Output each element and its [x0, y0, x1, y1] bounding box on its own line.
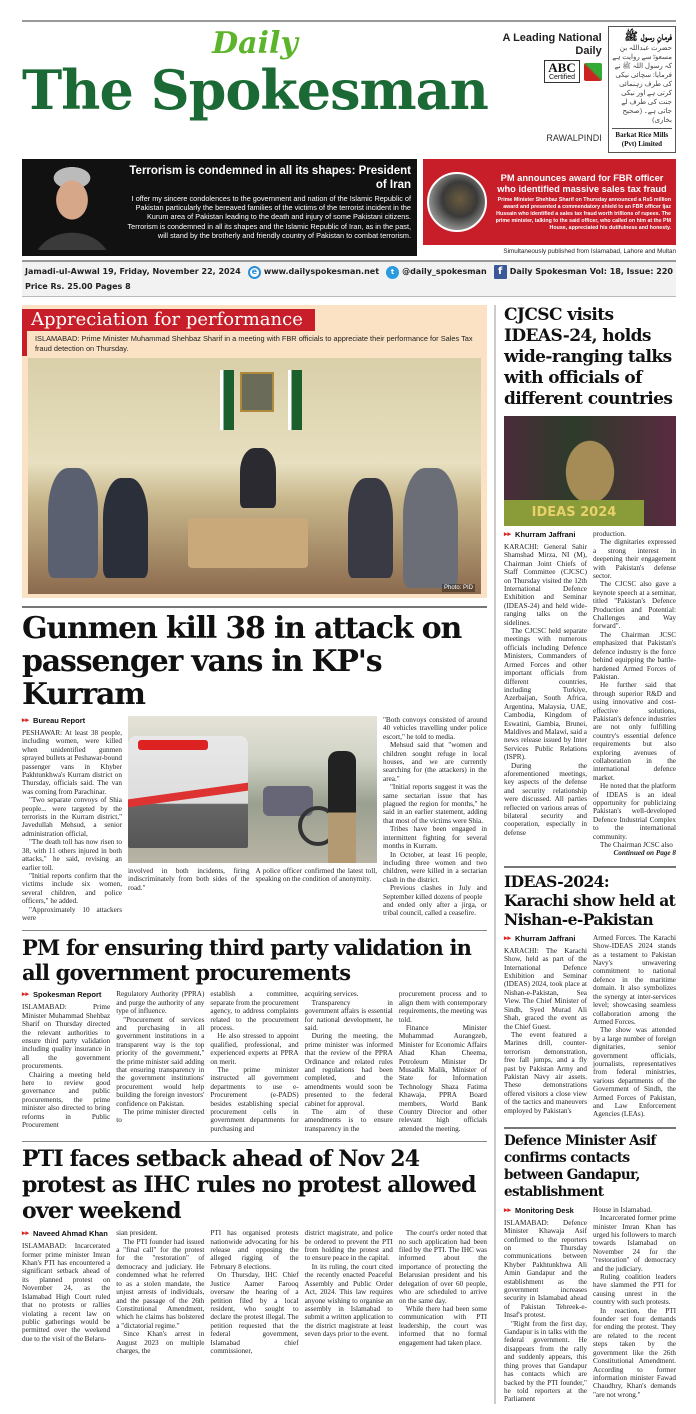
- abc-sub: Certified: [548, 74, 576, 81]
- defence-story: [504, 1133, 676, 1404]
- byline-arrow-icon: ▸▸: [504, 531, 512, 538]
- procurement-byline: [22, 990, 110, 1000]
- cjcsc-columns: [504, 530, 676, 858]
- gunmen-col3: [256, 867, 378, 884]
- paragraph: "Procurement of services and purchasing in all government institutions in a transparent way is the top priority of the government," the prime minister said adding that ensuring transparency in the government institutions' procurement would help building the foreign investors' confidence on Pakistan.: [116, 1015, 205, 1108]
- paragraph: The prime minister directed to: [116, 1108, 205, 1125]
- paragraph: involved in both incidents, firing indiscriminately from both sides of the road.": [128, 867, 250, 892]
- photo-credit: Photo: PID: [443, 585, 473, 591]
- gunmen-col1-wrap: [22, 716, 122, 922]
- paragraph: During the aforementioned meetings, key aspects of the defense and security relationship were discussed. All parties reflected on various areas of bilateral security and cooperation, especially in defense: [504, 761, 587, 837]
- paragraph: The CJCSC also gave a keynote speech at a seminar, titled "Pakistan's Defence Production and Potential: Challenges and Way forward".: [593, 580, 676, 631]
- price-wrap: [25, 281, 131, 293]
- official-figure: [103, 478, 148, 578]
- flag-right: [288, 370, 302, 430]
- paragraph: production.: [593, 530, 626, 538]
- paragraph: KARACHI: The Karachi Show, held as part of the International Defence Exhibition and Seminar (IDEAS) 2024, took place at Nishan-e-Pakistan, Sea View. The Chief Minister of Sindh, Syed Murad Ali Shah, graced the event as the Chief Guest.: [504, 946, 587, 1031]
- paragraph: The prime minister instructed all government departments to use e-Procurement (e-PADS) besides establishing special procurement cells in government departments for purchasing and: [210, 1066, 299, 1133]
- fbr-banner-wrap: [423, 159, 676, 256]
- paragraph: House in Islamabad.: [593, 1205, 652, 1214]
- pti-author: Naveed Ahmad Khan: [33, 1229, 108, 1239]
- masthead-logo: [22, 26, 488, 120]
- ideas-story: [504, 872, 676, 1119]
- gunmen-author: Bureau Report: [33, 716, 86, 725]
- cjcsc-byline: [504, 530, 587, 540]
- pti-col1-wrap: [22, 1229, 110, 1343]
- ambulance-light: [138, 740, 208, 750]
- paragraph: ISLAMABAD: Incarcerated former prime minister Imran Khan's PTI has encountered a significant setback ahead of its planned protest on November 24, as the Islamabad High Court ruled that no protests or rallies violating a recent law on public gatherings would be permitted over the weekend due to the visit of the Belaru-: [22, 1242, 111, 1343]
- hadith-heading: فرمانِ رسول ﷺ: [624, 31, 672, 43]
- cjcsc-headline[interactable]: CJCSC visits IDEAS-24, holds wide-ranging talks with officials of different countries: [504, 305, 673, 409]
- pm-figure: [240, 448, 276, 508]
- cjcsc-col2: [593, 530, 676, 858]
- edition-city: RAWALPINDI: [546, 133, 602, 143]
- gunmen-headline[interactable]: Gunmen kill 38 in attack on passenger vans in KP's Kurram: [22, 611, 462, 712]
- top-banners: [22, 159, 676, 256]
- ideas-podium: IDEAS 2024: [504, 500, 644, 526]
- paragraph: He noted that the platform of IDEAS is an ideal opportunity for publicizing Pakistan's well-developed Defence Industrial Complex to the international community.: [593, 782, 676, 841]
- hadith-box: [608, 26, 676, 153]
- section-rule: [22, 606, 487, 608]
- dateline-bar: [22, 260, 676, 297]
- paragraph: Previous clashes in July and September killed dozens of people: [383, 884, 487, 901]
- paragraph: "Two separate convoys of Shia people... were targeted by the terrorists in the Kurram district," Javedullah Mehsud, a senior administration official,: [22, 796, 122, 838]
- paragraph: Mehsud said that "women and children sought refuge in local houses, and we are currently searching for (the attackers) in the area.": [383, 741, 487, 783]
- paragraph: Tribes have been engaged in intermittent fighting for several months in Kurram.: [383, 825, 487, 851]
- twitter-handle[interactable]: @daily_spokesman: [402, 267, 487, 276]
- masthead-info: [494, 26, 602, 143]
- paragraph: PESHAWAR: At least 38 people, including women, were killed when unidentified gunmen sprayed bullets at Peshawar-bound passenger vans in Khyber Pakhtunkhwa's Kurram district on Thursday, officials said. The van was coming from Parachinar.: [22, 729, 122, 796]
- paragraph: "Initial reports suggest it was the same sectarian issue that has plagued the region for months," he said in an earlier statement, adding that most of the victims were Shia.: [383, 783, 487, 825]
- ideas-columns: [504, 934, 676, 1119]
- paragraph: acquiring services.: [304, 990, 359, 999]
- pti-story: [22, 1146, 487, 1355]
- simultaneous-publication: Simultaneously published from Islamabad, Lahore and Multan: [503, 248, 676, 255]
- section-rule: [504, 866, 676, 868]
- continued-link[interactable]: Continued on Page 8: [613, 849, 676, 858]
- pti-col3: [210, 1229, 298, 1355]
- issue-date: Jamadi-ul-Awwal 19, Friday, November 22, 2024: [25, 267, 241, 276]
- paragraph: The court's order noted that no such application had been filed by the PTI. The IHC was informed about the importance of protecting the Belarusian president and his delegation of over 60 people, who are scheduled to arrive on the same day.: [398, 1229, 488, 1305]
- ideas-headline[interactable]: IDEAS-2024: Karachi show held at Nishan-e-Pakistan: [504, 871, 676, 929]
- fbr-banner-body: [491, 169, 676, 236]
- police-officer: [328, 751, 356, 863]
- twitter-icon: t: [386, 266, 399, 279]
- masthead-daily: Daily: [212, 26, 298, 61]
- dateline-date-wrap: [25, 266, 241, 278]
- ideas-col1-wrap: [504, 934, 587, 1115]
- paragraph: A police officer confirmed the latest toll, speaking on the condition of anonymity.: [255, 867, 377, 884]
- feature-meeting-photo[interactable]: [28, 358, 481, 594]
- paragraph: Chairing a meeting held here to review good governance and public procurements, the prime minister also directed to bring reforms in Public Procurement: [22, 1070, 111, 1130]
- browser-icon: e: [248, 266, 261, 279]
- byline-arrow-icon: ▸▸: [504, 1206, 512, 1214]
- gunmen-under-photo: [128, 867, 377, 892]
- procurement-col3: [210, 990, 298, 1133]
- ambulance-stripe: [128, 783, 248, 808]
- pti-columns: [22, 1229, 487, 1355]
- paragraph: The PTI founder had issued a "final call" for the protest for the "restoration" of democracy and judiciary. He condemned what he referred to as a stolen mandate, the unjust arrests of individuals, and the passage of the 26th Constitutional Amendment, which he claims has bolstered a "dictatorial regime.": [116, 1237, 205, 1330]
- ideas-byline: [504, 934, 587, 944]
- paragraph: sian president.: [116, 1229, 158, 1238]
- paragraph: The event featured a Marines drill, counter-terrorism demonstration, free fall jumps, and a fly past by Pakistan Army and Pakistan Navy air assets. These demonstrations offered visitors a close view of the tactics and maneuvers employed by Pakistan's: [504, 1030, 587, 1115]
- section-rule: [504, 1127, 676, 1129]
- pti-col1: [22, 1242, 110, 1343]
- procurement-col2: [116, 990, 204, 1125]
- byline-arrow-icon: ▸▸: [22, 991, 30, 999]
- website-link[interactable]: www.dailyspokesman.net: [263, 267, 380, 276]
- paragraph: In reaction, the PTI founder set four demands for ending the protest. They are related to the recent steps taken by the government like the 26th Constitutional Amendment. According to former information minister Fawad Chaudhry, Khan's demands "are not wrong.": [593, 1306, 676, 1399]
- defence-col2: [593, 1206, 676, 1399]
- paragraph: "Both convoys consisted of around 40 vehicles travelling under police escort," he told to media.: [383, 716, 487, 741]
- paragraph: "Initial reports confirm that the victims include six women, several children, and police officers," he added.: [22, 871, 122, 906]
- paragraph: In its ruling, the court cited the recently enacted Peaceful Assembly and Public Order Act, 2024. This law requires anyone wishing to organise an assembly in Islamabad to submit a written application to the district magistrate at least seven days prior to the event.: [304, 1262, 393, 1339]
- volume-wrap: [494, 265, 673, 279]
- paragraph: Transparency in government affairs is essential for national development, he said.: [304, 998, 393, 1032]
- defence-headline[interactable]: Defence Minister Asif confirms contacts between Gandapur, establishment: [504, 1132, 656, 1200]
- paragraph: The show was attended by a large number of foreign dignitaries, senior government officials, journalists, representatives from federal ministries, various departments of the Government of Sindh, the Armed Forces of Pakistan, and Law Enforcement Agencies (LEAs).: [593, 1026, 676, 1119]
- twitter-wrap: [386, 266, 487, 279]
- right-column: [494, 305, 676, 1404]
- gunmen-middle: [128, 716, 377, 892]
- facebook-icon[interactable]: f: [494, 265, 507, 279]
- top-rule: [22, 20, 676, 22]
- byline-arrow-icon: ▸▸: [504, 934, 512, 942]
- official-figure: [403, 468, 458, 588]
- masthead: [22, 26, 676, 153]
- flag-left: [220, 370, 234, 430]
- procurement-col4: [305, 990, 393, 1133]
- paragraph: and ended only after a jirga, or tribal council, called a ceasefire.: [383, 900, 487, 918]
- paragraph: KARACHI: General Sahir Shamshad Mirza, NI (M), Chairman Joint Chiefs of Staff Committee (CJCSC) on Thursday visited the 12th International Defence Exhibition and Seminar (IDEAS-24) and held wide-ranging talks on the sidelines.: [504, 543, 587, 627]
- defence-columns: [504, 1206, 676, 1404]
- feature-caption: ISLAMABAD: Prime Minister Muhammad Shehbaz Sharif in a meeting with FBR officials to appreciate their performance for Sales Tax fraud detection on Thursday.: [22, 331, 487, 356]
- abc-row: [494, 60, 602, 83]
- gunmen-byline: [22, 716, 122, 726]
- paragraph: Incarcerated former prime minister Imran Khan has urged his followers to march towards Islamabad on November 24 for the "restoration" of democracy and the judiciary.: [593, 1214, 676, 1273]
- pti-byline: [22, 1229, 110, 1239]
- masthead-title: The Spokesman: [22, 58, 488, 122]
- fbr-award-photo: [427, 172, 487, 232]
- paragraph: Ruling coalition leaders have slammed the PTI for causing unrest in the country with such protests.: [593, 1273, 676, 1307]
- hadith-text: حضرت عبداللہ بن مسعودؓ سے روایت ہے کہ رسول اللہ ﷺ نے فرمایا: سچائی نیکی کی طرف رہنمائی کرتی ہے اور نیکی جنت کی طرف لے جاتی ہے۔ (صحیح بخاری): [612, 44, 672, 124]
- price-pages: Price Rs. 25.00 Pages 8: [25, 282, 131, 291]
- paragraph: PTI has organised protests nationwide advocating for his release and opposing the alleged rigging of the February 8 elections.: [210, 1229, 299, 1271]
- procurement-col1: [22, 1003, 110, 1129]
- paragraph: Armed Forces. The Karachi Show-IDEAS 2024 stands as a testament to Pakistan Navy's unwavering commitment to national defence in the maritime domain. It also symbolizes the synergy at inter-services level; showcasing seamless collaboration among the Armed Forces.: [593, 933, 676, 1026]
- ideas-col1: [504, 947, 587, 1115]
- official-figure: [348, 478, 393, 578]
- paragraph: Finance Minister Muhammad Aurangzeb, Minister for Economic Affairs Ahad Khan Cheema, Petroleum Minister Dr Musadik Malik, Minister of State for Information Technology Shaza Fatima Khawaja, PPRA Board members, World Bank Country Director and other relevant high officials attended the meeting.: [398, 1023, 488, 1133]
- iran-banner-body: [124, 164, 411, 250]
- fbr-award-banner: [423, 159, 676, 245]
- official-figure: [48, 468, 98, 578]
- paragraph: The dignitaries expressed a strong interest in deepening their engagement with Pakistan's defense sector.: [593, 538, 676, 581]
- abc-label: ABC: [548, 60, 576, 75]
- portrait-frame: [240, 372, 274, 412]
- abc-logo-icon: [584, 63, 602, 81]
- feature-title: Appreciation for performance: [22, 309, 315, 331]
- paragraph: Regulatory Authority (PPRA) and purge the authority of any type of influence.: [116, 990, 205, 1016]
- paragraph: The aim of these amendments is to ensure transparency in the: [304, 1108, 393, 1133]
- paragraph: "Right from the first day, Gandapur is in talks with the federal government. He disappears from the rally and suddenly appears, this thing proves that Gandapur has contacts which are backed by the PTI founder," he told reporters at the Parliament: [504, 1319, 587, 1404]
- paragraph: procurement process and to align them with contemporary requirements, the meeting was told.: [398, 990, 488, 1024]
- pti-col2: [116, 1229, 204, 1355]
- paragraph: In October, at least 16 people, including three women and two children, were killed in a sectarian clash in the district.: [383, 850, 487, 884]
- left-column: [22, 305, 487, 1355]
- fbr-banner-headline[interactable]: PM announces award for FBR officer who identified massive sales tax fraud: [497, 172, 667, 194]
- procurement-story: [22, 935, 487, 1133]
- procurement-author: Spokesman Report: [33, 990, 102, 1000]
- byline-arrow-icon: ▸▸: [22, 717, 30, 724]
- cjcsc-story: [504, 305, 676, 858]
- feature-photo-box: [22, 305, 487, 598]
- cjcsc-col1-wrap: [504, 530, 587, 837]
- gunmen-grid: [22, 716, 487, 922]
- gunmen-col4: [383, 716, 487, 918]
- byline-arrow-icon: ▸▸: [22, 1230, 30, 1238]
- paragraph: He further said that through superior R&D and using innovative and cost-effective solutions, Pakistan's defence industries are not only fulfilling country's essential defence requirements but also exploring avenues of collaboration in the international defence market.: [593, 681, 676, 782]
- paragraph: ISLAMABAD: Prime Minister Muhammad Shehbaz Sharif on Thursday directed the relevant authorities to ensure third party validation including quality insurance in all the government procurements.: [22, 1003, 111, 1071]
- iran-president-banner: [22, 159, 417, 256]
- defence-col1-wrap: [504, 1206, 587, 1404]
- gunmen-col2: [128, 867, 250, 892]
- pti-col4: [305, 1229, 393, 1338]
- kurram-attack-photo[interactable]: [128, 716, 377, 863]
- paragraph: ISLAMABAD: Defence Minister Khawaja Asif confirmed to the reporters on Thursday communications between Khyber Pakhtunkhwa Ali Amin Gandapur and the establishment as the government increases security in Islamabad ahead of Pakistan Tehreek-e-Insaf's protest.: [504, 1218, 587, 1320]
- procurement-headline[interactable]: PM for ensuring third party validation in all government procurements: [22, 935, 472, 986]
- cjcsc-col1: [504, 543, 587, 837]
- iran-banner-headline[interactable]: Terrorism is condemned in all its shapes: President of Iran: [129, 165, 411, 191]
- paragraph: district magistrate, and police be ordered to prevent the PTI from holding the protest and to ensure peace in the capital.: [304, 1229, 393, 1263]
- cjcsc-photo[interactable]: [504, 416, 676, 526]
- table: [188, 518, 308, 568]
- paragraph: He also stressed to appoint qualified, professional, and experienced experts at PPRA on merit.: [210, 1032, 299, 1066]
- paragraph: "The death toll has now risen to 38, with 11 others injured in both attacks," he said, revising an earlier toll.: [22, 838, 122, 872]
- ideas-author: Khurram Jaffrani: [515, 933, 576, 943]
- main-content: [22, 305, 676, 1404]
- website-link-wrap: [248, 266, 379, 279]
- fbr-banner-text: Prime Minister Shehbaz Sharif on Thursday announced a Rs5 million award and presented a commendatory shield to an FBR officer Ijaz Hussain who identified a sales tax fraud worth trillions of rupees. The prime minister, talking to the said officer, who called on him at the PM House, appreciated his dutifulness and honesty.: [495, 196, 671, 231]
- procurement-columns: [22, 990, 487, 1133]
- ambulance: [128, 736, 248, 848]
- procurement-col5: [399, 990, 487, 1133]
- paragraph: The Chairman JCSC also: [600, 841, 673, 850]
- tagline: A Leading National Daily: [502, 32, 602, 57]
- iran-president-photo: [22, 164, 118, 250]
- ideas-col2: [593, 934, 676, 1119]
- defence-author: Monitoring Desk: [515, 1205, 574, 1215]
- paragraph: While there had been some communication with PTI leadership, the court was informed that no formal engagement had taken place.: [398, 1304, 488, 1347]
- gunmen-col1: [22, 729, 122, 922]
- defence-byline: [504, 1206, 587, 1216]
- paragraph: Since Khan's arrest in August 2023 on multiple charges, the: [116, 1330, 205, 1355]
- paragraph: During the meeting, the prime minister was informed that the review of the PPRA Ordinance and related rules and regulations had been completed, and the amendments would soon be presented to the federal cabinet for approval.: [304, 1032, 393, 1108]
- hadith-sponsor: Barkat Rice Mills (Pvt) Limited: [612, 128, 672, 149]
- paragraph: The CJCSC held separate meetings with numerous officials including Defence Ministers, Commanders of Armed Forces and other important officials from different countries, including Turkiye, Azerbaijan, South Africa, Argentina, Malaysia, UAE, Cambodia, Kingdom of Eswatini, Gambia, Brunei, Maldives and Malawi, said a news release issued by Inter Services Public Relations (ISPR).: [504, 627, 587, 762]
- paragraph: The Chairman JCSC emphasized that Pakistan's defence industry is the force behind equipping the battle-hardened Armed Forces of Pakistan.: [593, 630, 676, 681]
- cjcsc-author: Khurram Jaffrani: [515, 530, 576, 539]
- gunmen-story: [22, 612, 487, 922]
- defence-col1: [504, 1219, 587, 1404]
- section-rule: [22, 930, 487, 931]
- paragraph: "Approximately 10 attackers were: [22, 905, 122, 922]
- pti-headline[interactable]: PTI faces setback ahead of Nov 24 protest as IHC rules no protest allowed over weekend: [22, 1146, 476, 1225]
- paragraph: establish a committee, separate from the procurement agency, to address complaints related to the procurement process.: [210, 990, 299, 1032]
- procurement-col1-wrap: [22, 990, 110, 1129]
- paragraph: On Thursday, IHC Chief Justice Aamer Farooq oversaw the hearing of a petition filed by a local resident, who sought to declare the protest illegal. The petition requested that the federal government, Islamabad chief commissioner,: [210, 1271, 299, 1355]
- iran-banner-text: I offer my sincere condolences to the government and nation of the Islamic Republic of Pakistan particularly the bereaved families of the victims of the terrorist incident in the Kurum area of Pakistan leading to the death and injury of some Pakistani citizens. Terrorism is condemned in all its shapes and the Islamic Republic of Iran, as in the past, will stand by the brotherly and friendly country of Pakistan to combat terrorism.: [127, 194, 411, 240]
- volume-issue: Daily Spokesman Vol: 18, Issue: 220: [509, 267, 673, 276]
- pti-col5: [399, 1229, 487, 1347]
- section-rule: [22, 1141, 487, 1142]
- abc-certified-badge: [544, 60, 579, 83]
